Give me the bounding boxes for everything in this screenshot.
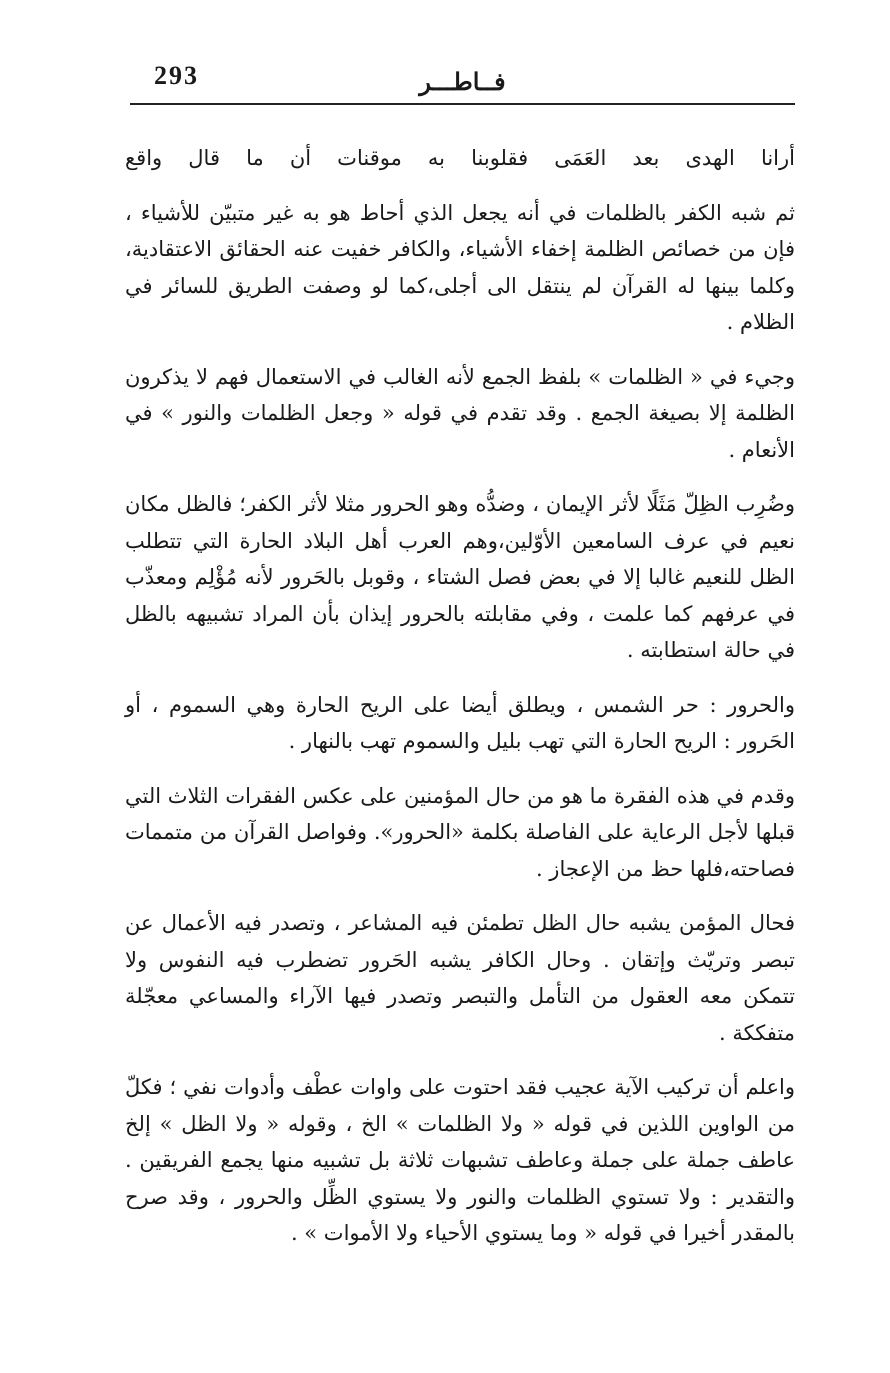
verse-line: أرانا الهدى بعد العَمَى فقلوبنا به موقنات أن ما قال واقع	[125, 146, 795, 170]
running-title: فــاطـــر	[419, 67, 506, 96]
paragraph: وجيء في « الظلمات » بلفظ الجمع لأنه الغالب في الاستعمال فهم لا يذكرون الظلمة إلا بصيغة الجمع . وقد تقدم في قوله « وجعل الظلمات والنور » في الأنعام .	[125, 364, 795, 462]
page-number: 293	[154, 61, 199, 90]
paragraph: وضُرِب الظِلّ مَثَلًا لأثر الإيمان ، وضدُّه وهو الحرور مثلا لأثر الكفر؛ فالظل مكان نعيم في عرف السامعين الأوّلين،وهم العرب أهل البلاد الحارة التي تتطلب الظل للنعيم غالبا إلا في بعض فصل الشتاء ، وقوبل بالحَرور لأنه مُؤْلِم ومعذّب في عرفهم كما علمت ، وفي مقابلته بالحرور إيذان بأن المراد تشبيهه بالظل في حالة استطابته .	[125, 492, 795, 662]
paragraph: والحرور : حر الشمس ، ويطلق أيضا على الريح الحارة وهي السموم ، أو الحَرور : الريح الحارة التي تهب بليل والسموم تهب بالنهار .	[125, 692, 795, 753]
paragraph: واعلم أن تركيب الآية عجيب فقد احتوت على واوات عطْف وأدوات نفي ؛ فكلّ من الواوين اللذين في قوله « ولا الظلمات » الخ ، وقوله « ولا الظل » إلخ عاطف جملة على جملة وعاطف تشبهات ثلاثة بل تشبيه منها يجمع الفريقين . والتقدير : ولا تستوي الظلمات والنور ولا يستوي الظِّل والحرور ، وقد صرح بالمقدر أخيرا في قوله « وما يستوي الأحياء ولا الأموات » .	[125, 1075, 795, 1245]
paragraph: وقدم في هذه الفقرة ما هو من حال المؤمنين على عكس الفقرات الثلاث التي قبلها لأجل الرعاية على الفاصلة بكلمة «الحرور». وفواصل القرآن من متممات فصاحته،فلها حظ من الإعجاز .	[125, 783, 795, 881]
body-text	[125, 140, 795, 1270]
paragraph: فحال المؤمن يشبه حال الظل تطمئن فيه المشاعر ، وتصدر فيه الأعمال عن تبصر وتريّث وإتقان . وحال الكافر يشبه الحَرور تضطرب فيه النفوس ولا تتمكن معه العقول من التأمل والتبصر وتصدر فيها الآراء والمساعي معجّلة متفككة .	[125, 911, 795, 1045]
paragraph: ثم شبه الكفر بالظلمات في أنه يجعل الذي أحاط هو به غير متبيّن للأشياء ، فإن من خصائص الظلمة إخفاء الأشياء، والكافر خفيت عنه الحقائق الاعتقادية، وكلما بينها له القرآن لم ينتقل الى أجلى،كما لو وصفت الطريق للسائر في الظلام .	[125, 200, 795, 334]
page-header	[130, 55, 795, 105]
